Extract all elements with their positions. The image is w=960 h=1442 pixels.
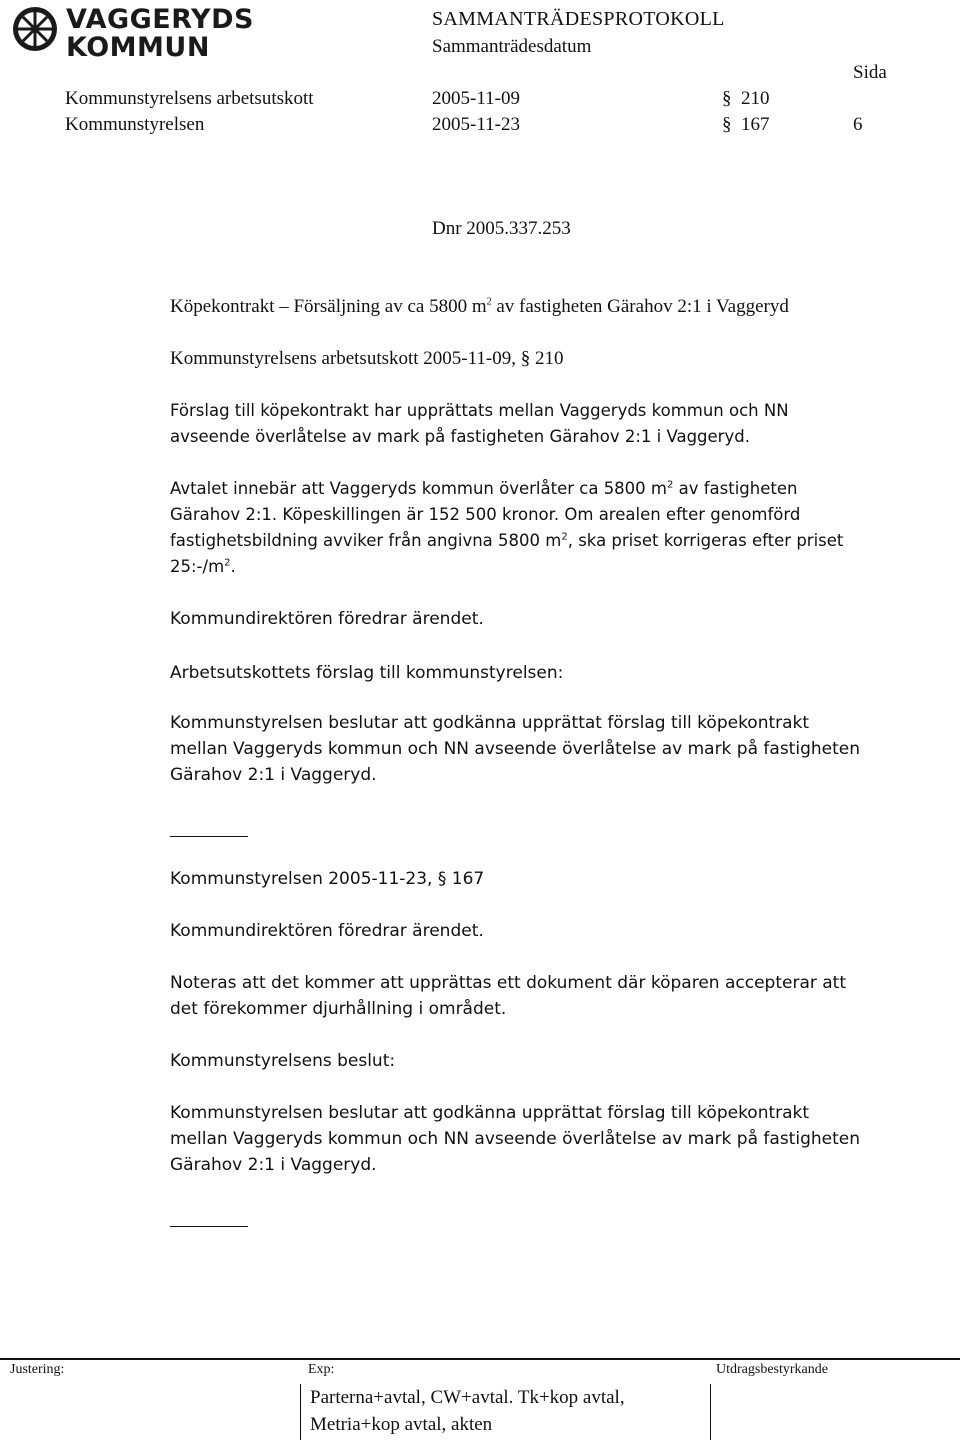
- justering-label: Justering:: [10, 1362, 65, 1377]
- case-number: Dnr 2005.337.253: [432, 218, 571, 239]
- header-para-ks: 167: [741, 114, 770, 135]
- ks-decision-heading: Kommunstyrelsens beslut:: [170, 1051, 396, 1071]
- au-reference: Kommunstyrelsens arbetsutskott 2005-11-09, § 210: [170, 348, 564, 369]
- section-divider: [170, 1226, 248, 1227]
- ks-decision-text: Kommunstyrelsen beslutar att godkänna upprättat förslag till köpekontrakt mellan Vaggeryds kommun och NN avseende överlåtelse av mark på fastigheten Gärahov 2:1 i Vaggeryd.: [170, 1103, 860, 1175]
- document-type-title: SAMMANTRÄDESPROTOKOLL: [432, 8, 725, 30]
- logo-text-line2: KOMMUN: [66, 32, 210, 63]
- distribution-list: Parterna+avtal, CW+avtal. Tk+kop avtal, Metria+kop avtal, akten: [310, 1387, 625, 1435]
- section-symbol-icon: §: [722, 88, 732, 109]
- agreement-paragraph: Avtalet innebär att Vaggeryds kommun överlåter ca 5800 $m^2$ av fastigheten Gärahov 2:1. Köpeskillingen är 152 500 kronor. Om arealen efter genomförd fastighetsbildning avviker från angivna 5800 $m^2$, ska priset korrigeras efter priset $25:-/m^2$.: [170, 479, 844, 576]
- proposal-paragraph: Förslag till köpekontrakt har upprättats mellan Vaggeryds kommun och NN avseende överlåtelse av mark på fastigheten Gärahov 2:1 i Vaggeryd.: [170, 401, 789, 446]
- header-body-ks: Kommunstyrelsen: [65, 114, 205, 135]
- header-date-ks: 2005-11-23: [432, 114, 520, 135]
- case-subject: Köpekontrakt – Försäljning av ca 5800 $m^2$ av fastigheten Gärahov 2:1 i Vaggeryd: [170, 296, 789, 317]
- section-divider: [170, 836, 248, 837]
- header-date-au: 2005-11-09: [432, 88, 520, 109]
- au-proposal-heading: Arbetsutskottets förslag till kommunstyrelsen:: [170, 663, 564, 683]
- page-label: Sida: [853, 62, 887, 83]
- utdrag-label: Utdragsbestyrkande: [716, 1362, 828, 1377]
- presentation-note: Kommundirektören föredrar ärendet.: [170, 609, 484, 629]
- au-proposal-text: Kommunstyrelsen beslutar att godkänna upprättat förslag till köpekontrakt mellan Vaggeryds kommun och NN avseende överlåtelse av mark på fastigheten Gärahov 2:1 i Vaggeryd.: [170, 713, 860, 785]
- ks-reference: Kommunstyrelsen 2005-11-23, § 167: [170, 869, 485, 889]
- footer-rule: [0, 1358, 960, 1360]
- meeting-date-label: Sammanträdesdatum: [432, 36, 592, 57]
- municipality-logo: [10, 4, 254, 63]
- logo-text-line1: VAGGERYDS: [66, 4, 254, 35]
- footer-column-divider: [710, 1384, 711, 1440]
- footer-column-divider: [300, 1384, 301, 1440]
- presentation-note-ks: Kommundirektören föredrar ärendet.: [170, 921, 484, 941]
- section-symbol-icon: §: [722, 114, 732, 135]
- header-body-au: Kommunstyrelsens arbetsutskott: [65, 88, 314, 109]
- header-para-au: 210: [741, 88, 770, 109]
- page-number: 6: [853, 114, 863, 135]
- animal-husbandry-note: Noteras att det kommer att upprättas ett dokument där köparen accepterar att det förekommer djurhållning i området.: [170, 973, 846, 1019]
- municipal-wheel-emblem-icon: [10, 4, 60, 54]
- exp-label: Exp:: [308, 1362, 335, 1377]
